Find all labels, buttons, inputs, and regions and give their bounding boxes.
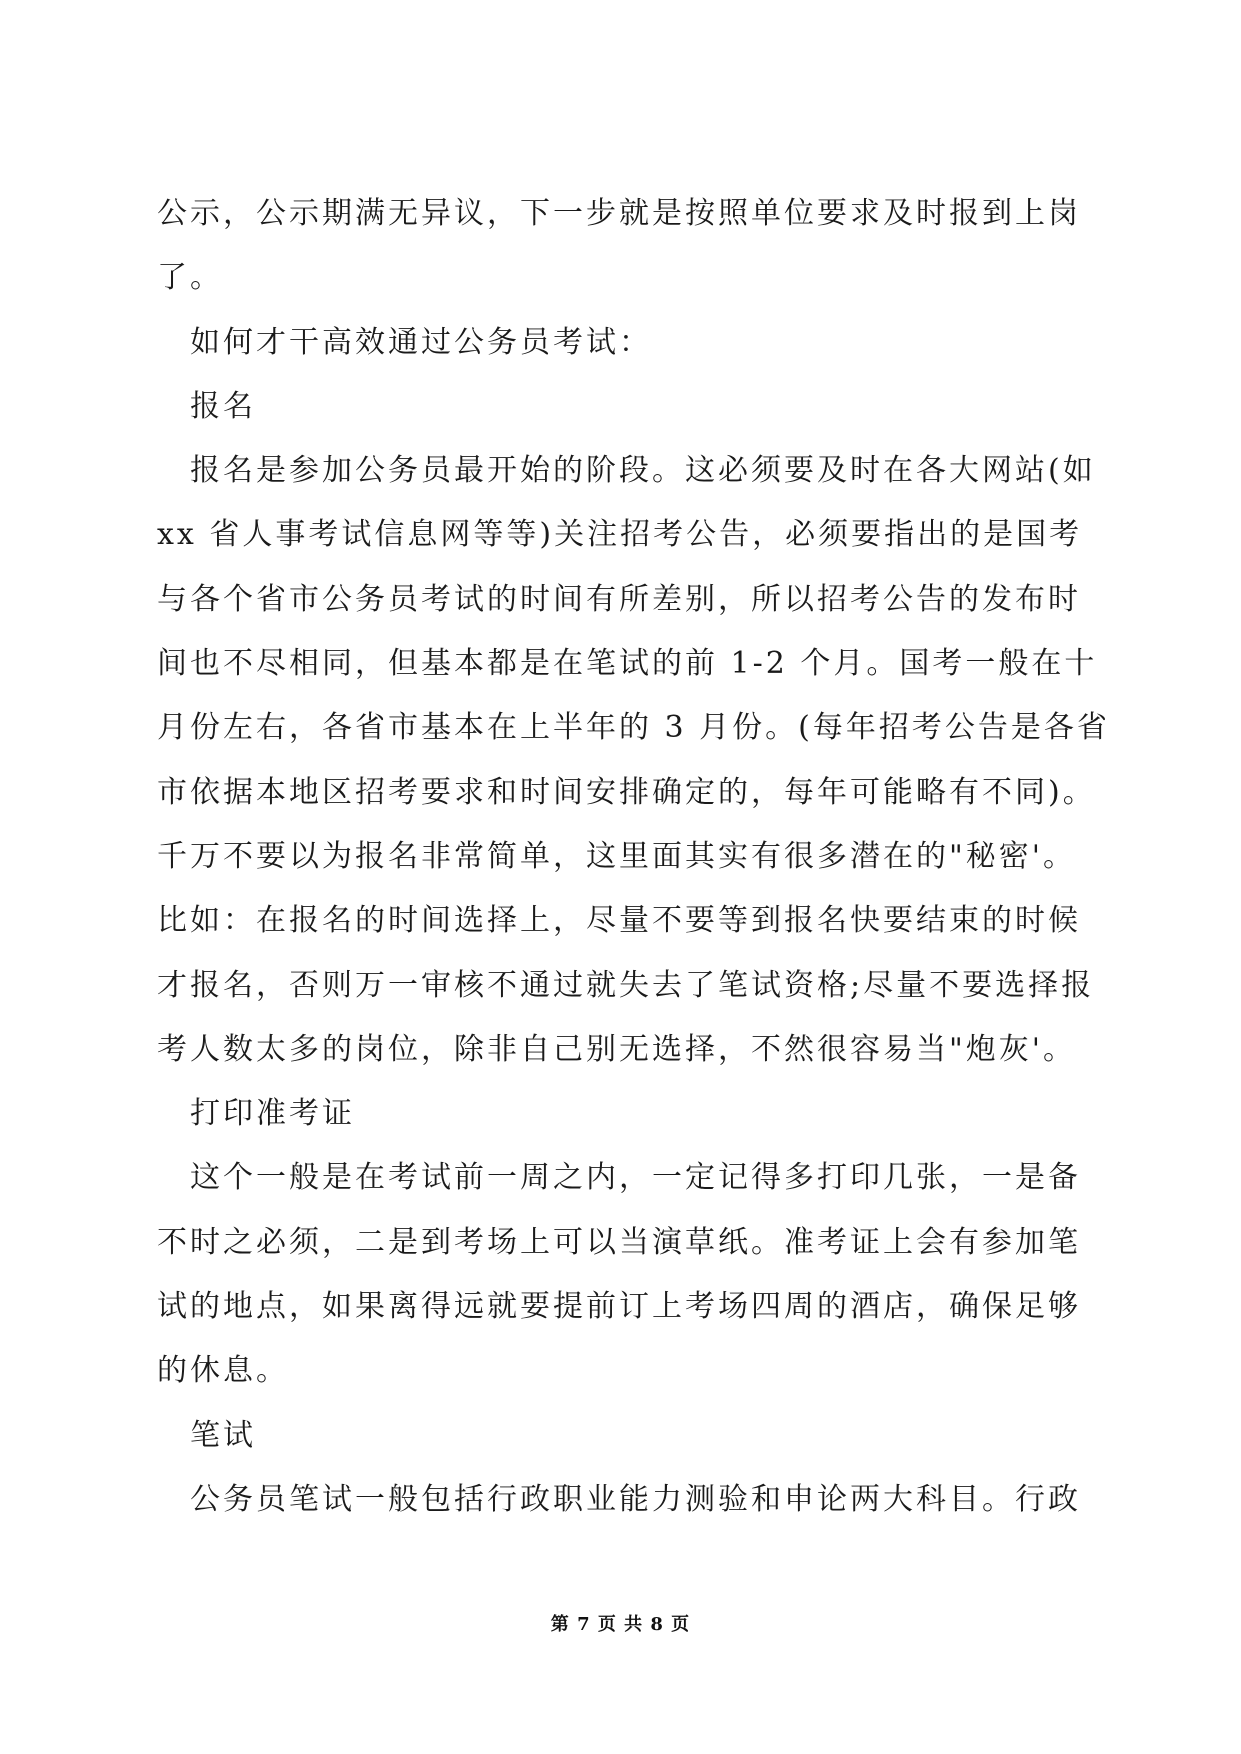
text-line: 了。 <box>157 260 223 296</box>
page-footer: 第 7 页 共 8 页 <box>550 1614 691 1635</box>
text-line: 月份左右，各省市基本在上半年的 3 月份。(每年招考公告是各省 <box>157 710 1110 746</box>
text-line: 比如：在报名的时间选择上，尽量不要等到报名快要结束的时候 <box>157 903 1081 939</box>
text-line: 公示，公示期满无异议，下一步就是按照单位要求及时报到上岗 <box>157 196 1081 231</box>
text-line: 才报名，否则万一审核不通过就失去了笔试资格;尽量不要选择报 <box>157 967 1095 1003</box>
text-line: 千万不要以为报名非常简单，这里面其实有很多潜在的"秘密'。 <box>157 838 1077 874</box>
text-line: 与各个省市公务员考试的时间有所差别，所以招考公告的发布时 <box>157 581 1081 617</box>
text-line: 市依据本地区招考要求和时间安排确定的，每年可能略有不同)。 <box>157 774 1096 810</box>
document-body <box>157 182 1110 1532</box>
text-line: 的休息。 <box>157 1353 289 1389</box>
text-line: 报名 <box>190 388 256 424</box>
text-line: 不时之必须，二是到考场上可以当演草纸。准考证上会有参加笔 <box>157 1224 1081 1260</box>
text-line: 间也不尽相同，但基本都是在笔试的前 1-2 个月。国考一般在十 <box>157 646 1098 682</box>
text-line: 试的地点，如果离得远就要提前订上考场四周的酒店，确保足够 <box>157 1289 1081 1325</box>
text-line: 考人数太多的岗位，除非自己别无选择，不然很容易当"炮灰'。 <box>157 1031 1077 1067</box>
text-line: 笔试 <box>190 1417 256 1453</box>
text-line: 打印准考证 <box>190 1096 355 1132</box>
text-line: 报名是参加公务员最开始的阶段。这必须要及时在各大网站(如 <box>190 453 1096 489</box>
text-line: 公务员笔试一般包括行政职业能力测验和申论两大科目。行政 <box>190 1481 1081 1517</box>
text-line: 如何才干高效通过公务员考试： <box>190 324 652 360</box>
text-line: xx 省人事考试信息网等等)关注招考公告，必须要指出的是国考 <box>157 517 1083 553</box>
text-line: 这个一般是在考试前一周之内，一定记得多打印几张，一是备 <box>190 1160 1081 1196</box>
